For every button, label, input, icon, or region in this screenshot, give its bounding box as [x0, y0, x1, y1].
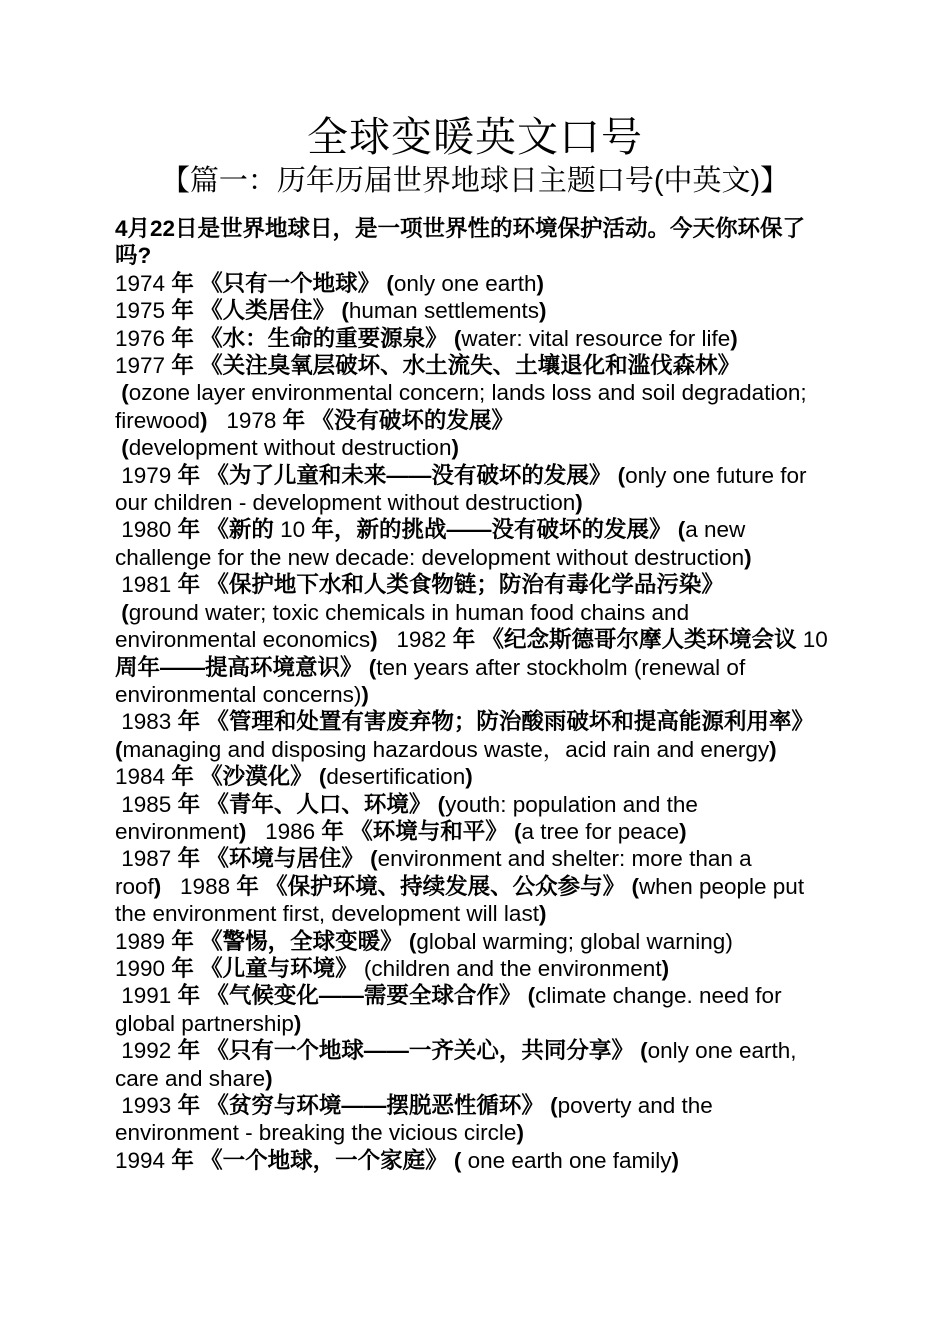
paren-open: (	[513, 818, 522, 844]
entry-year: 1988	[180, 873, 231, 899]
entry-theme-zh: 《环境与居住》	[206, 846, 364, 872]
entry-year: 1982	[396, 627, 447, 653]
paren-open: (	[341, 298, 349, 324]
intro-paragraph: 4月22日是世界地球日，是一项世界性的环境保护活动。今天你环保了吗?	[115, 216, 806, 269]
entry-year-unit: 年	[177, 709, 201, 735]
entry-year-unit: 年	[177, 791, 201, 817]
entry-theme-en: poverty and the environment - breaking the vicious circle	[115, 1093, 713, 1146]
entry-theme-zh: 《儿童与环境》	[200, 955, 358, 981]
paren-open: (	[115, 736, 123, 762]
entry-theme-zh: 《青年、人口、环境》	[206, 791, 432, 817]
entry-line	[115, 845, 835, 927]
entry-theme-zh: 《保护地下水和人类食物链；防治有毒化学品污染》	[206, 572, 724, 598]
entry-year: 1990	[115, 955, 166, 981]
document-subtitle: 【篇一：历年历届世界地球日主题口号(中英文)】	[160, 165, 790, 197]
paren-open: (	[121, 380, 129, 406]
entry-theme-zh: 《沙漠化》	[200, 764, 313, 790]
entry-theme-en: global warming; global warning	[416, 928, 726, 954]
entry-year-unit: 年	[452, 627, 476, 653]
paren-close: )	[361, 681, 369, 707]
paren-close: )	[744, 544, 752, 570]
entry-theme-zh: 《没有破坏的发展》	[311, 407, 514, 433]
paren-open: (	[631, 873, 639, 899]
paren-open: (	[640, 1038, 648, 1064]
paren-close: )	[725, 928, 733, 954]
entry-year: 1977	[115, 353, 166, 379]
entry-year-unit: 年	[171, 955, 194, 981]
entry-year: 1978	[226, 407, 277, 433]
entry-theme-zh: 《水：生命的重要源泉》	[200, 325, 448, 351]
entry-year: 1993	[121, 1093, 172, 1118]
paren-open: (	[550, 1093, 558, 1118]
entry-theme-en: only one future for our children - development without destruction	[115, 462, 807, 516]
entry-theme-number: 10	[802, 627, 828, 653]
entry-theme-en: when people put the environment first, development will last	[115, 873, 805, 927]
entry-theme-en: only one earth	[393, 270, 537, 296]
entry-theme-zh: 《纪念斯德哥尔摩人类环境会议	[481, 627, 797, 653]
entry-line	[115, 982, 835, 1037]
paren-close: )	[538, 901, 547, 927]
entry-theme-zh: 《气候变化——需要全球合作》	[206, 983, 522, 1009]
entry-line	[115, 462, 835, 517]
entry-theme-zh: 《贫穷与环境——摆脱恶性循环》	[206, 1093, 544, 1118]
entry-year: 1976	[115, 325, 166, 351]
entry-theme-en: environment and shelter: more than a roof	[115, 846, 752, 899]
entry-theme-zh: 《只有一个地球——一齐关心，共同分享》	[206, 1038, 634, 1064]
entry-year-unit: 年	[177, 1093, 201, 1118]
entry-line	[115, 763, 835, 790]
entry-line	[115, 708, 835, 763]
entry-year-unit: 年	[171, 270, 194, 296]
paren-open: (	[386, 270, 394, 296]
paren-close: )	[575, 490, 583, 516]
entry-year-unit: 年	[171, 298, 194, 324]
entry-year-unit: 年	[321, 818, 344, 844]
paren-close: )	[516, 1120, 524, 1146]
entry-theme-zh: 《关注臭氧层破坏、水土流失、土壤退化和滥伐森林》	[200, 353, 741, 379]
entry-theme-zh: 《一个地球，一个家庭》	[200, 1147, 448, 1173]
entry-theme-zh: 《环境与和平》	[350, 818, 508, 844]
entry-theme-zh: 《人类居住》	[200, 298, 336, 324]
entry-year-unit: 年	[177, 983, 201, 1009]
entry-year: 1980	[121, 517, 172, 543]
entry-year-unit: 年	[171, 928, 194, 954]
entry-year-unit: 年	[177, 846, 201, 872]
paren-open: (	[453, 325, 462, 351]
entry-year: 1979	[121, 462, 172, 488]
entry-year: 1989	[115, 928, 166, 954]
entry-line	[115, 928, 835, 955]
entry-line	[115, 1037, 835, 1092]
paren-open: (	[677, 517, 686, 543]
paren-close: )	[769, 736, 777, 762]
entry-theme-zh: 《管理和处置有害废弃物；防治酸雨破坏和提高能源利用率》	[206, 709, 814, 735]
entry-year: 1985	[121, 791, 172, 817]
entry-theme-en: a new challenge for the new decade: development without destruction	[115, 517, 746, 570]
entry-theme-en: only one earth, care and share	[115, 1038, 797, 1091]
entry-theme-en: managing and disposing hazardous waste，acid rain and energy	[122, 736, 770, 762]
entry-year-unit: 年	[177, 1038, 201, 1064]
paren-open: (	[453, 1147, 462, 1173]
paren-close: )	[539, 298, 547, 324]
document-body	[115, 215, 835, 1174]
entry-theme-zh: 《保护环境、持续发展、公众参与》	[265, 873, 626, 899]
entry-theme-en: climate change. need for global partnership	[115, 983, 782, 1036]
entry-theme-zh: 《新的	[206, 517, 274, 543]
paren-close: )	[370, 627, 378, 653]
entry-year-unit: 年	[282, 407, 306, 433]
paren-close: )	[465, 764, 473, 790]
entry-theme-en: desertification	[326, 764, 466, 790]
entry-theme-zh: 周年——提高环境意识》	[115, 654, 363, 680]
entry-theme-en: children and the environment	[371, 955, 662, 981]
entry-theme-zh: 《警惕，全球变暖》	[200, 928, 403, 954]
entry-line	[115, 297, 835, 324]
entry-line	[115, 270, 835, 297]
entry-year: 1983	[121, 709, 172, 735]
paren-close: )	[730, 325, 738, 351]
paren-open: (	[370, 846, 378, 872]
entry-line	[115, 571, 835, 708]
entry-year-unit: 年	[177, 462, 201, 488]
entry-line	[115, 1147, 835, 1174]
entry-line	[115, 791, 835, 846]
paren-open: (	[363, 955, 372, 981]
entry-year-unit: 年	[177, 517, 201, 543]
entry-year: 1994	[115, 1147, 166, 1173]
entry-year: 1987	[121, 846, 172, 872]
entry-line	[115, 352, 835, 462]
paren-close: )	[451, 435, 459, 461]
paren-close: )	[293, 1010, 302, 1036]
entry-line	[115, 955, 835, 982]
document-title: 全球变暖英文口号	[307, 114, 643, 160]
entry-theme-en: a tree for peace	[521, 818, 680, 844]
entry-year: 1991	[121, 983, 172, 1009]
entry-theme-en: ten years after stockholm (renewal of environmental concerns)	[115, 654, 746, 707]
paren-close: )	[661, 955, 670, 981]
entry-theme-en: water: vital resource for life	[461, 325, 731, 351]
entry-theme-en: human settlements	[348, 298, 539, 324]
entry-theme-en: development without destruction	[128, 435, 452, 461]
paren-open: (	[121, 599, 129, 625]
paren-close: )	[536, 270, 544, 296]
paren-close: )	[153, 873, 162, 899]
entry-year: 1975	[115, 298, 166, 324]
entry-theme-number: 10	[280, 517, 306, 543]
entry-line	[115, 1092, 835, 1147]
entry-year-unit: 年	[171, 325, 194, 351]
entry-theme-zh: 《只有一个地球》	[200, 270, 381, 296]
paren-open: (	[368, 654, 377, 680]
paren-open: (	[527, 983, 536, 1009]
paren-close: )	[200, 407, 208, 433]
entry-theme-en: one earth one family	[461, 1147, 672, 1173]
entry-year-unit: 年	[177, 572, 201, 598]
paren-open: (	[617, 462, 626, 488]
paren-close: )	[265, 1065, 273, 1091]
entry-line	[115, 516, 835, 571]
entry-year-unit: 年	[171, 353, 194, 379]
paren-close: )	[671, 1147, 680, 1173]
entry-theme-en: youth: population and the environment	[115, 791, 698, 844]
entry-year: 1986	[265, 818, 316, 844]
paren-close: )	[238, 818, 247, 844]
entry-year: 1981	[121, 572, 172, 598]
entry-year: 1974	[115, 270, 166, 296]
entry-year: 1992	[121, 1038, 172, 1064]
paren-open: (	[121, 435, 129, 461]
entry-year-unit: 年	[171, 764, 194, 790]
entry-year: 1984	[115, 764, 166, 790]
entry-year-unit: 年	[236, 873, 259, 899]
entry-year-unit: 年	[171, 1147, 194, 1173]
entry-theme-en: ozone layer environmental concern; lands loss and soil degradation; firewood	[115, 380, 807, 433]
paren-close: )	[679, 818, 687, 844]
entry-theme-en: ground water; toxic chemicals in human food chains and environmental economics	[115, 599, 690, 653]
paren-open: (	[408, 928, 417, 954]
entry-line	[115, 325, 835, 352]
entry-theme-zh: 年，新的挑战——没有破坏的发展》	[311, 517, 672, 543]
paren-open: (	[318, 764, 327, 790]
entry-theme-zh: 《为了儿童和未来——没有破坏的发展》	[206, 462, 612, 488]
paren-open: (	[437, 791, 446, 817]
